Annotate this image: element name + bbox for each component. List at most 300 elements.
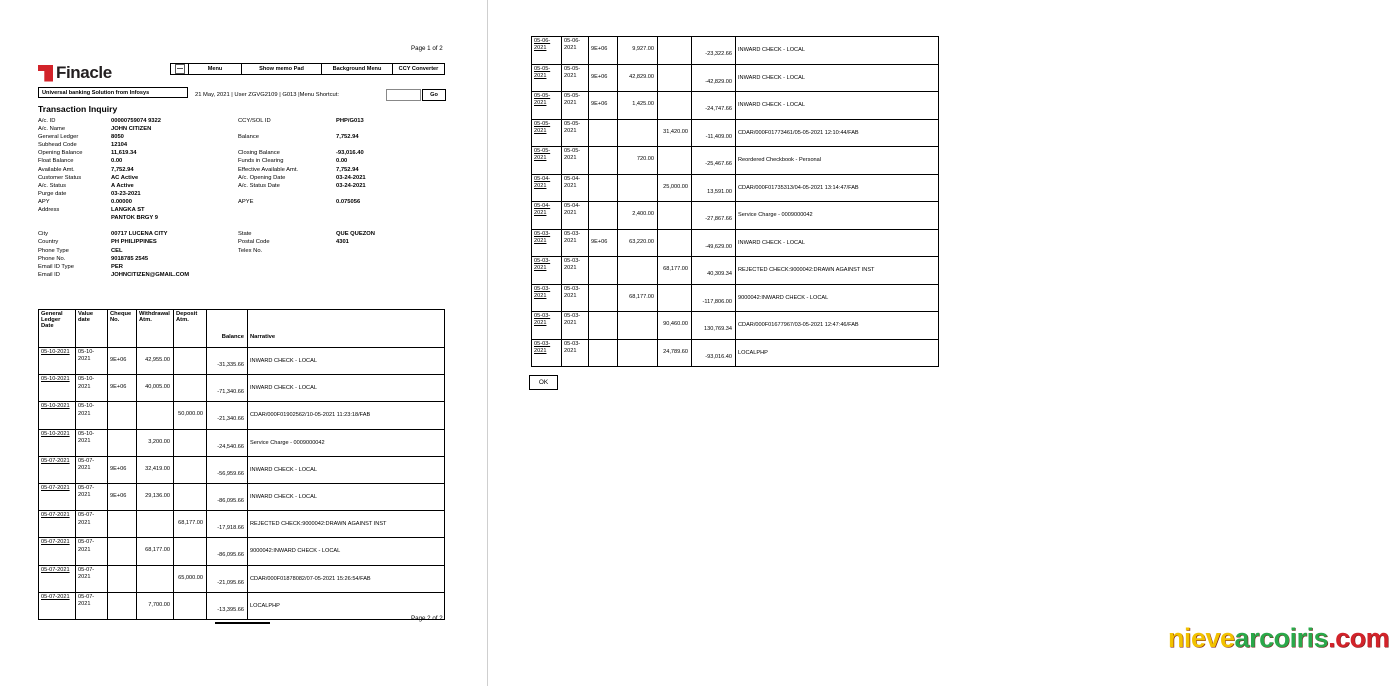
detail-value: 0.075056 <box>336 198 361 205</box>
cell-deposit <box>658 65 692 92</box>
cell-gl-date: 05-07-2021 <box>39 511 76 537</box>
detail-value: 8050 <box>111 134 124 141</box>
cell-deposit: 68,177.00 <box>174 511 207 537</box>
detail-label: Phone No. <box>38 255 66 262</box>
cell-balance: -11,409.00 <box>692 120 736 147</box>
table-row <box>532 120 938 148</box>
cell-withdrawal <box>137 511 174 537</box>
cell-cheque <box>108 593 137 619</box>
detail-value: 7,752.94 <box>111 166 134 173</box>
cell-gl-date: 05-05-2021 <box>532 147 562 174</box>
cell-value-date: 05-04-2021 <box>562 202 589 229</box>
cell-balance: -71,340.66 <box>207 375 248 401</box>
detail-value: PHP/G013 <box>336 118 364 124</box>
background-menu-button[interactable]: Background Menu <box>322 64 393 74</box>
cell-narrative: INWARD CHECK - LOCAL <box>250 493 317 500</box>
cell-deposit <box>174 593 207 619</box>
cell-deposit <box>174 484 207 510</box>
cell-deposit <box>658 37 692 64</box>
detail-row <box>38 214 445 222</box>
cell-balance: -24,747.66 <box>692 92 736 119</box>
detail-label <box>238 222 336 230</box>
cell-balance: -17,918.66 <box>207 511 248 537</box>
detail-label: A/c. Opening Date <box>238 174 286 181</box>
table-row <box>532 65 938 93</box>
cell-gl-date: 05-04-2021 <box>532 202 562 229</box>
cell-gl-date: 05-04-2021 <box>532 175 562 202</box>
cell-balance: -56,959.66 <box>207 457 248 483</box>
detail-label: CCY/SOL ID <box>238 118 271 124</box>
cell-balance: -49,629.00 <box>692 230 736 257</box>
cell-narrative: CDAR/000F01735313/04-05-2021 13:14:47/FAB <box>738 184 859 191</box>
cell-gl-date: 05-05-2021 <box>532 92 562 119</box>
cell-balance: -21,095.66 <box>207 566 248 592</box>
detail-row <box>38 133 445 141</box>
detail-row <box>38 255 445 263</box>
table-row <box>532 92 938 120</box>
cell-withdrawal: 720.00 <box>618 147 658 174</box>
cell-cheque: 9E+06 <box>108 348 137 374</box>
cell-withdrawal: 63,220.00 <box>618 230 658 257</box>
cell-balance: -117,806.00 <box>692 285 736 312</box>
cell-narrative: CDAR/000F01902562/10-05-2021 11:23:18/FAB <box>250 412 371 419</box>
detail-value <box>111 222 238 230</box>
detail-label <box>238 190 336 198</box>
cell-gl-date: 05-07-2021 <box>39 484 76 510</box>
watermark-part-3: .com <box>1328 623 1389 653</box>
table-row <box>39 375 444 402</box>
cell-deposit: 31,420.00 <box>658 120 692 147</box>
go-button[interactable]: Go <box>422 89 446 101</box>
table-row <box>532 175 938 203</box>
table-row <box>39 566 444 593</box>
detail-value: JOHN CITIZEN <box>111 126 152 133</box>
cell-balance: 13,591.00 <box>692 175 736 202</box>
cell-narrative: 9000042:INWARD CHECK - LOCAL <box>250 548 341 555</box>
top-menu-bar <box>170 63 445 75</box>
cell-gl-date: 05-03-2021 <box>532 230 562 257</box>
cell-cheque: 9E+06 <box>589 92 618 119</box>
detail-label: Closing Balance <box>238 150 280 157</box>
cell-withdrawal: 7,700.00 <box>137 593 174 619</box>
cell-balance: -86,095.66 <box>207 484 248 510</box>
detail-label: APYE <box>238 198 254 205</box>
cell-value-date: 05-03-2021 <box>562 230 589 257</box>
cell-cheque <box>589 202 618 229</box>
cell-narrative: Reordered Checkbook - Personal <box>738 157 822 163</box>
cell-gl-date: 05-03-2021 <box>532 257 562 284</box>
cell-deposit <box>658 147 692 174</box>
detail-value: LANGKA ST <box>111 207 145 214</box>
cell-value-date: 05-05-2021 <box>562 147 589 174</box>
table-row <box>532 285 938 313</box>
cell-narrative: LOCALPHP <box>738 349 768 356</box>
detail-label: City <box>38 231 48 238</box>
detail-label: APY <box>38 198 50 205</box>
cell-narrative: Service Charge - 0009000042 <box>738 212 813 218</box>
detail-value: PER <box>111 263 123 270</box>
cell-withdrawal <box>137 402 174 428</box>
table-row <box>39 511 444 538</box>
cell-deposit <box>174 375 207 401</box>
detail-label <box>238 141 336 149</box>
cell-value-date: 05-07-2021 <box>76 511 108 537</box>
cell-value-date: 05-07-2021 <box>76 457 108 483</box>
detail-label <box>238 255 336 263</box>
page-1-label: Page 1 of 2 <box>411 45 443 52</box>
cell-withdrawal: 3,200.00 <box>137 430 174 456</box>
cell-gl-date: 05-07-2021 <box>39 457 76 483</box>
header-balance: Balance <box>207 310 248 347</box>
detail-label: A/c. Status <box>38 182 67 189</box>
detail-row <box>38 238 445 246</box>
cell-narrative: CDAR/000F01773461/05-05-2021 12:10:44/FAB <box>738 129 859 136</box>
cell-cheque: 9E+06 <box>589 37 618 64</box>
cell-gl-date: 05-10-2021 <box>39 402 76 428</box>
detail-row <box>38 149 445 157</box>
detail-label: A/c. ID <box>38 118 56 124</box>
detail-label: Effective Available Amt. <box>238 166 299 173</box>
cell-balance: -86,095.66 <box>207 538 248 564</box>
cell-withdrawal <box>137 566 174 592</box>
cell-deposit: 68,177.00 <box>658 257 692 284</box>
cell-deposit: 50,000.00 <box>174 402 207 428</box>
detail-label: Available Amt. <box>38 166 75 173</box>
cell-cheque <box>589 312 618 339</box>
detail-value: AC Active <box>111 174 139 181</box>
cell-gl-date: 05-10-2021 <box>39 375 76 401</box>
detail-value: 7,752.94 <box>336 134 359 141</box>
detail-row <box>38 247 445 255</box>
cell-value-date: 05-07-2021 <box>76 566 108 592</box>
cell-deposit <box>174 538 207 564</box>
detail-value: 11,619.34 <box>111 150 137 157</box>
cell-narrative: INWARD CHECK - LOCAL <box>738 74 805 81</box>
cell-cheque <box>108 538 137 564</box>
cell-withdrawal: 29,136.00 <box>137 484 174 510</box>
cell-withdrawal <box>618 340 658 367</box>
detail-label: Email ID <box>38 271 60 278</box>
cell-value-date: 05-04-2021 <box>562 175 589 202</box>
cell-narrative: INWARD CHECK - LOCAL <box>250 358 317 364</box>
cell-withdrawal: 1,425.00 <box>618 92 658 119</box>
detail-row <box>38 166 445 174</box>
cell-value-date: 05-10-2021 <box>76 375 108 401</box>
detail-row <box>38 157 445 165</box>
detail-label: Email ID Type <box>38 263 74 270</box>
cell-value-date: 05-06-2021 <box>562 37 589 64</box>
detail-value: CEL <box>111 247 123 254</box>
cell-balance: -13,395.66 <box>207 593 248 619</box>
cell-withdrawal <box>618 120 658 147</box>
cell-gl-date: 05-07-2021 <box>39 566 76 592</box>
detail-label: Telex No. <box>238 247 263 254</box>
table-row <box>532 37 938 65</box>
window-icon[interactable] <box>171 64 189 74</box>
detail-label: State <box>238 231 252 238</box>
cell-withdrawal: 40,005.00 <box>137 375 174 401</box>
detail-label: Funds in Clearing <box>238 158 284 165</box>
cell-value-date: 05-03-2021 <box>562 312 589 339</box>
cell-withdrawal: 68,177.00 <box>618 285 658 312</box>
cell-deposit <box>174 430 207 456</box>
cell-withdrawal <box>618 257 658 284</box>
cell-gl-date: 05-05-2021 <box>532 65 562 92</box>
finacle-logo-text: Finacle <box>56 63 112 82</box>
cell-balance: -24,540.66 <box>207 430 248 456</box>
header-withdrawal: Withdrawal Atm. <box>137 310 174 347</box>
cell-value-date: 05-07-2021 <box>76 593 108 619</box>
cell-cheque: 9E+06 <box>108 375 137 401</box>
table-row <box>39 402 444 429</box>
cell-gl-date: 05-10-2021 <box>39 430 76 456</box>
cell-balance: -23,322.66 <box>692 37 736 64</box>
cell-withdrawal <box>618 175 658 202</box>
detail-label <box>38 222 111 230</box>
detail-row <box>38 174 445 182</box>
transactions-table <box>38 309 445 620</box>
cell-narrative: REJECTED CHECK:9000042:DRAWN AGAINST INST <box>250 521 387 528</box>
table-row <box>532 340 938 367</box>
cell-balance: -21,340.66 <box>207 402 248 428</box>
cell-narrative: INWARD CHECK - LOCAL <box>738 239 805 246</box>
cell-gl-date: 05-06-2021 <box>532 37 562 64</box>
cell-gl-date: 05-03-2021 <box>532 312 562 339</box>
cell-narrative: INWARD CHECK - LOCAL <box>250 466 317 473</box>
detail-value: 03-23-2021 <box>111 190 141 197</box>
detail-label: Subhead Code <box>38 142 77 149</box>
cell-narrative: INWARD CHECK - LOCAL <box>738 47 805 53</box>
table-row <box>39 538 444 565</box>
detail-row <box>38 190 445 198</box>
cell-narrative: REJECTED CHECK:9000042:DRAWN AGAINST INST <box>738 267 875 273</box>
ok-button[interactable]: OK <box>529 375 558 390</box>
detail-value: QUE QUEZON <box>336 231 375 238</box>
cell-cheque <box>589 120 618 147</box>
detail-label <box>238 214 336 222</box>
cell-deposit <box>174 348 207 374</box>
table-row <box>39 430 444 457</box>
cell-balance: -25,467.66 <box>692 147 736 174</box>
detail-value: PH PHILIPPINES <box>111 239 157 246</box>
table-header-row <box>39 310 444 348</box>
detail-value: 0.00 <box>336 158 348 165</box>
finacle-logo-icon <box>38 65 53 82</box>
header-narrative: Narrative <box>250 334 276 340</box>
cell-value-date: 05-03-2021 <box>562 340 589 367</box>
cell-deposit <box>658 202 692 229</box>
watermark <box>1168 623 1389 654</box>
cell-deposit <box>174 457 207 483</box>
cell-deposit: 65,000.00 <box>174 566 207 592</box>
cell-gl-date: 05-05-2021 <box>532 120 562 147</box>
cell-withdrawal: 42,829.00 <box>618 65 658 92</box>
table-row <box>532 312 938 340</box>
cell-cheque: 9E+06 <box>108 457 137 483</box>
detail-row <box>38 230 445 238</box>
cell-withdrawal: 42,955.00 <box>137 348 174 374</box>
detail-row <box>38 117 445 125</box>
statement-page-2 <box>487 0 1389 686</box>
detail-value: 00717 LUCENA CITY <box>111 231 168 238</box>
table-row <box>39 593 444 619</box>
detail-label <box>238 271 336 279</box>
cell-deposit <box>658 285 692 312</box>
watermark-part-2: arcoiris <box>1234 623 1329 653</box>
cell-value-date: 05-03-2021 <box>562 285 589 312</box>
table-row <box>39 348 444 375</box>
detail-value: 4301 <box>336 239 349 246</box>
menu-shortcut-input[interactable] <box>386 89 421 101</box>
cell-value-date: 05-05-2021 <box>562 65 589 92</box>
detail-label: Opening Balance <box>38 150 83 157</box>
cell-cheque <box>108 430 137 456</box>
cell-balance: -42,829.00 <box>692 65 736 92</box>
cell-cheque: 9E+06 <box>108 484 137 510</box>
cell-withdrawal: 32,419.00 <box>137 457 174 483</box>
cell-gl-date: 05-03-2021 <box>532 285 562 312</box>
cell-cheque <box>108 402 137 428</box>
detail-row <box>38 271 445 279</box>
detail-label: Float Balance <box>38 158 74 165</box>
detail-row-spacer <box>38 222 445 230</box>
cell-balance: -27,867.66 <box>692 202 736 229</box>
detail-label: General Ledger <box>38 134 79 141</box>
detail-value: 00000759074 9322 <box>111 118 161 124</box>
header-deposit: Deposit Atm. <box>174 310 207 347</box>
cell-deposit: 90,460.00 <box>658 312 692 339</box>
page-title: Transaction Inquiry <box>38 104 118 114</box>
table-row <box>39 484 444 511</box>
cell-cheque <box>589 257 618 284</box>
detail-row <box>38 206 445 214</box>
table-row <box>532 230 938 258</box>
cell-value-date: 05-07-2021 <box>76 484 108 510</box>
cell-deposit <box>658 92 692 119</box>
cell-cheque: 9E+06 <box>589 230 618 257</box>
show-memo-pad-button[interactable]: Show memo Pad <box>242 64 322 74</box>
detail-value: 03-24-2021 <box>336 174 366 181</box>
detail-label: Customer Status <box>38 174 82 181</box>
cell-value-date: 05-10-2021 <box>76 402 108 428</box>
detail-label <box>238 263 336 271</box>
cell-narrative: CDAR/000F01677967/03-05-2021 12:47:46/FAB <box>738 322 859 328</box>
detail-value: -93,016.40 <box>336 150 364 157</box>
detail-row <box>38 182 445 190</box>
detail-label: Purge date <box>38 190 67 197</box>
cell-deposit <box>658 230 692 257</box>
detail-row <box>38 198 445 206</box>
cell-balance: 130,769.34 <box>692 312 736 339</box>
cell-cheque <box>589 147 618 174</box>
cell-cheque: 9E+06 <box>589 65 618 92</box>
table-row <box>39 457 444 484</box>
cell-value-date: 05-05-2021 <box>562 120 589 147</box>
finacle-logo <box>38 63 112 83</box>
detail-label <box>238 206 336 214</box>
ccy-converter-button[interactable]: CCY Converter <box>398 66 439 72</box>
menu-button[interactable]: Menu <box>189 64 242 74</box>
table-row <box>532 202 938 230</box>
header-value-date: Value date <box>76 310 108 347</box>
account-details <box>38 117 445 279</box>
cell-narrative: CDAR/000F01878082/07-05-2021 15:26:54/FAB <box>250 575 371 582</box>
detail-row <box>38 125 445 133</box>
detail-value: JOHNCITIZEN@GMAIL.COM <box>111 271 190 278</box>
cell-withdrawal <box>618 312 658 339</box>
brand-tagline: Universal banking Solution from Infosys <box>38 87 188 98</box>
cell-narrative: Service Charge - 0009000042 <box>250 439 325 446</box>
detail-value: 12104 <box>111 142 128 149</box>
detail-value: 9018785 2545 <box>111 255 149 262</box>
detail-value: 03-24-2021 <box>336 182 366 189</box>
cell-value-date: 05-10-2021 <box>76 348 108 374</box>
footer-rule <box>215 622 270 624</box>
cell-value-date: 05-03-2021 <box>562 257 589 284</box>
cell-deposit: 24,789.60 <box>658 340 692 367</box>
cell-narrative: INWARD CHECK - LOCAL <box>738 102 805 108</box>
detail-label: Phone Type <box>38 247 69 254</box>
detail-value: A Active <box>111 182 134 189</box>
cell-gl-date: 05-07-2021 <box>39 593 76 619</box>
cell-deposit: 25,000.00 <box>658 175 692 202</box>
cell-cheque <box>589 175 618 202</box>
cell-balance: 40,309.34 <box>692 257 736 284</box>
detail-label: Balance <box>238 134 259 141</box>
detail-value: 0.00000 <box>111 198 132 205</box>
detail-row <box>38 263 445 271</box>
cell-cheque <box>108 566 137 592</box>
detail-label: Postal Code <box>238 239 270 246</box>
cell-balance: -93,016.40 <box>692 340 736 367</box>
detail-label: A/c. Name <box>38 126 66 133</box>
detail-label: Country <box>38 239 59 246</box>
cell-balance: -31,335.66 <box>207 348 248 374</box>
cell-withdrawal: 9,927.00 <box>618 37 658 64</box>
cell-gl-date: 05-03-2021 <box>532 340 562 367</box>
detail-label <box>38 214 111 222</box>
header-general-ledger-date: General Ledger Date <box>39 310 76 347</box>
cell-gl-date: 05-10-2021 <box>39 348 76 374</box>
cell-value-date: 05-05-2021 <box>562 92 589 119</box>
cell-withdrawal: 68,177.00 <box>137 538 174 564</box>
detail-value: PANTOK BRGY 9 <box>111 215 159 222</box>
cell-value-date: 05-10-2021 <box>76 430 108 456</box>
table-row <box>532 147 938 175</box>
cell-narrative: 9000042:INWARD CHECK - LOCAL <box>738 294 829 301</box>
cell-cheque <box>589 340 618 367</box>
statement-page-1 <box>0 0 487 686</box>
cell-gl-date: 05-07-2021 <box>39 538 76 564</box>
cell-value-date: 05-07-2021 <box>76 538 108 564</box>
page-2-label: Page 2 of 2 <box>411 615 443 622</box>
cell-narrative: INWARD CHECK - LOCAL <box>250 385 317 392</box>
detail-label <box>238 125 336 133</box>
detail-value: 0.00 <box>111 158 123 165</box>
header-cheque-no: Cheque No. <box>108 310 137 347</box>
session-info: 21 May, 2021 | User ZGVG2109 | G013 |Menu Shortcut: <box>195 92 339 98</box>
transactions-table-continued <box>531 36 939 367</box>
detail-value: 7,752.94 <box>336 166 359 173</box>
cell-cheque <box>108 511 137 537</box>
detail-label: Address <box>38 207 60 214</box>
cell-withdrawal: 2,400.00 <box>618 202 658 229</box>
cell-narrative: LOCALPHP <box>250 602 280 609</box>
watermark-part-1: nieve <box>1168 623 1235 653</box>
detail-label: A/c. Status Date <box>238 182 280 189</box>
detail-row <box>38 141 445 149</box>
cell-cheque <box>589 285 618 312</box>
